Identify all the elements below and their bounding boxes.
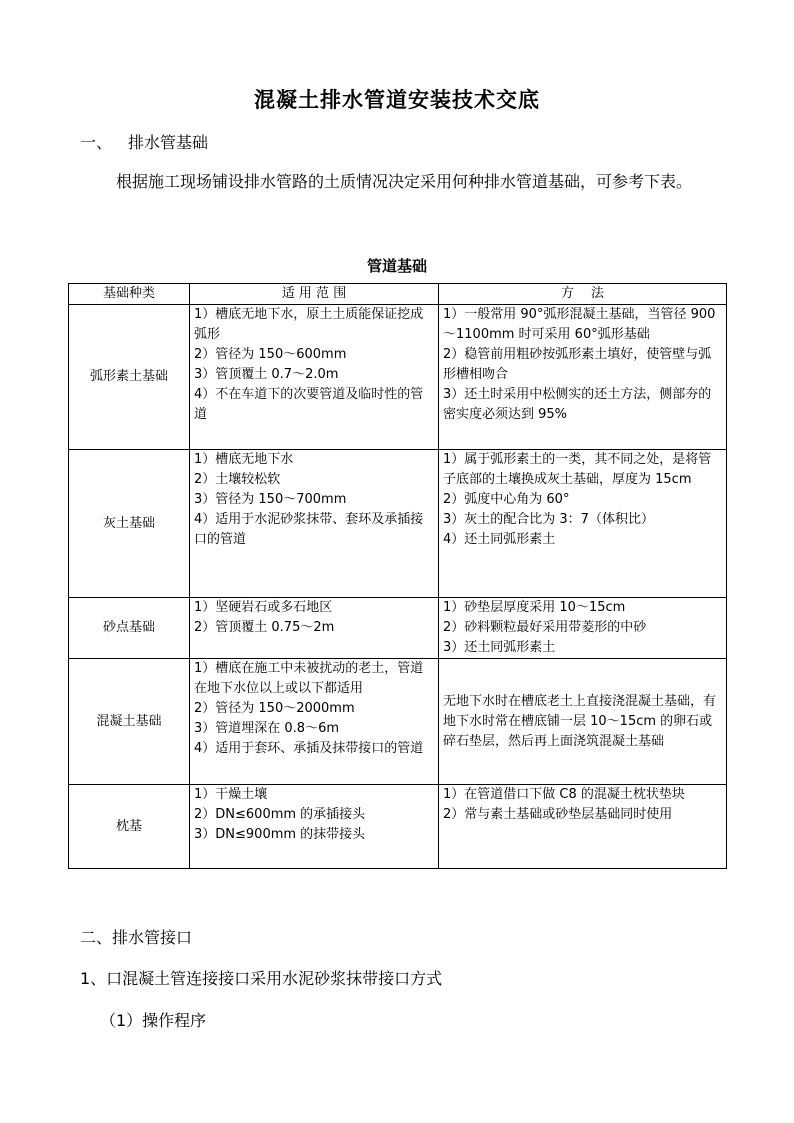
method-cell — [439, 659, 727, 785]
scope-line: 2）管径为 150～2000mm — [194, 701, 355, 716]
method-line: 1）在管道借口下做 C8 的混凝土枕状垫块 — [443, 787, 685, 802]
foundation-type-cell: 枕基 — [69, 785, 190, 869]
section-heading-text: 排水管基础 — [128, 133, 209, 152]
method-line: 1）砂垫层厚度采用 10～15cm — [443, 600, 626, 615]
intro-paragraph: 根据施工现场铺设排水管路的土质情况决定采用何种排水管道基础，可参考下表。 — [116, 172, 693, 191]
table-row — [69, 659, 727, 785]
foundation-type-cell: 弧形素土基础 — [69, 305, 190, 450]
procedure-heading: （1）操作程序 — [100, 1011, 207, 1030]
scope-line: 1）槽底无地下水 — [194, 452, 294, 467]
foundation-type-cell: 砂点基础 — [69, 598, 190, 659]
scope-cell — [190, 305, 439, 450]
method-line: 3）还土同弧形素土 — [443, 640, 556, 655]
scope-line: 1）干燥土壤 — [194, 787, 268, 802]
scope-line: 3）DN≤900mm 的抹带接头 — [194, 827, 366, 842]
table-row — [69, 785, 727, 869]
scope-cell — [190, 450, 439, 598]
header-scope: 适 用 范 围 — [190, 284, 439, 305]
scope-line: 3）管顶覆土 0.7～2.0m — [194, 367, 339, 382]
scope-line: 2）土壤较松软 — [194, 472, 281, 487]
scope-line: 2）DN≤600mm 的承插接头 — [194, 807, 366, 822]
scope-line: 1）槽底在施工中未被扰动的老土，管道在地下水位以上或以下都适用 — [194, 661, 424, 696]
method-cell — [439, 305, 727, 450]
method-line: 2）砂料颗粒最好采用带菱形的中砂 — [443, 620, 647, 635]
scope-line: 4）适用于水泥砂浆抹带、套环及承插接口的管道 — [194, 512, 424, 547]
method-line: 1）一般常用 90°弧形混凝土基础，当管径 900～1100mm 时可采用 60°弧形基础 — [443, 307, 716, 342]
scope-line: 3）管道埋深在 0.8～6m — [194, 721, 340, 736]
method-line: 2）稳管前用粗砂按弧形素土填好，使管壁与弧形槽相吻合 — [443, 347, 712, 382]
method-line: 无地下水时在槽底老土上直接浇混凝土基础，有地下水时常在槽底铺一层 10～15cm 的卵石或碎石垫层，然后再上面浇筑混凝土基础 — [443, 693, 717, 749]
scope-line: 1）坚硬岩石或多石地区 — [194, 600, 333, 615]
method-cell — [439, 450, 727, 598]
method-line: 4）还土同弧形素土 — [443, 532, 556, 547]
method-cell — [439, 598, 727, 659]
header-type: 基础种类 — [69, 284, 190, 305]
scope-line: 2）管径为 150～600mm — [194, 347, 347, 362]
section-number: 一、 — [80, 133, 113, 152]
method-line: 1）属于弧形素土的一类，其不同之处，是将管子底部的土壤换成灰土基础，厚度为 15cm — [443, 452, 712, 487]
table-header-row — [69, 284, 727, 305]
foundation-type-cell: 混凝土基础 — [69, 659, 190, 785]
scope-line: 4）不在车道下的次要管道及临时性的管道 — [194, 387, 424, 422]
table-title: 管道基础 — [366, 257, 427, 275]
page-title: 混凝土排水管道安装技术交底 — [254, 87, 540, 112]
scope-cell — [190, 659, 439, 785]
scope-cell — [190, 598, 439, 659]
method-line: 2）弧度中心角为 60° — [443, 492, 570, 507]
foundation-type-cell: 灰土基础 — [69, 450, 190, 598]
scope-cell — [190, 785, 439, 869]
pipe-foundation-table — [68, 283, 727, 869]
table-row — [69, 450, 727, 598]
method-cell — [439, 785, 727, 869]
scope-line: 4）适用于套环、承插及抹带接口的管道 — [194, 741, 424, 756]
scope-line: 2）管顶覆土 0.75～2m — [194, 620, 335, 635]
scope-line: 3）管径为 150～700mm — [194, 492, 347, 507]
scope-line: 1）槽底无地下水，原土土质能保证挖成弧形 — [194, 307, 424, 342]
subsection-heading: 1、口混凝土管连接接口采用水泥砂浆抹带接口方式 — [80, 969, 443, 988]
section-heading-1 — [80, 130, 208, 153]
header-method: 方 法 — [439, 284, 727, 305]
table-row — [69, 598, 727, 659]
method-line: 2）常与素土基础或砂垫层基础同时使用 — [443, 807, 673, 822]
table-row — [69, 305, 727, 450]
method-line: 3）还土时采用中松侧实的还土方法，侧部夯的密实度必须达到 95% — [443, 387, 712, 422]
method-line: 3）灰土的配合比为 3：7（体积比） — [443, 512, 654, 527]
section-heading-2: 二、排水管接口 — [80, 928, 193, 947]
